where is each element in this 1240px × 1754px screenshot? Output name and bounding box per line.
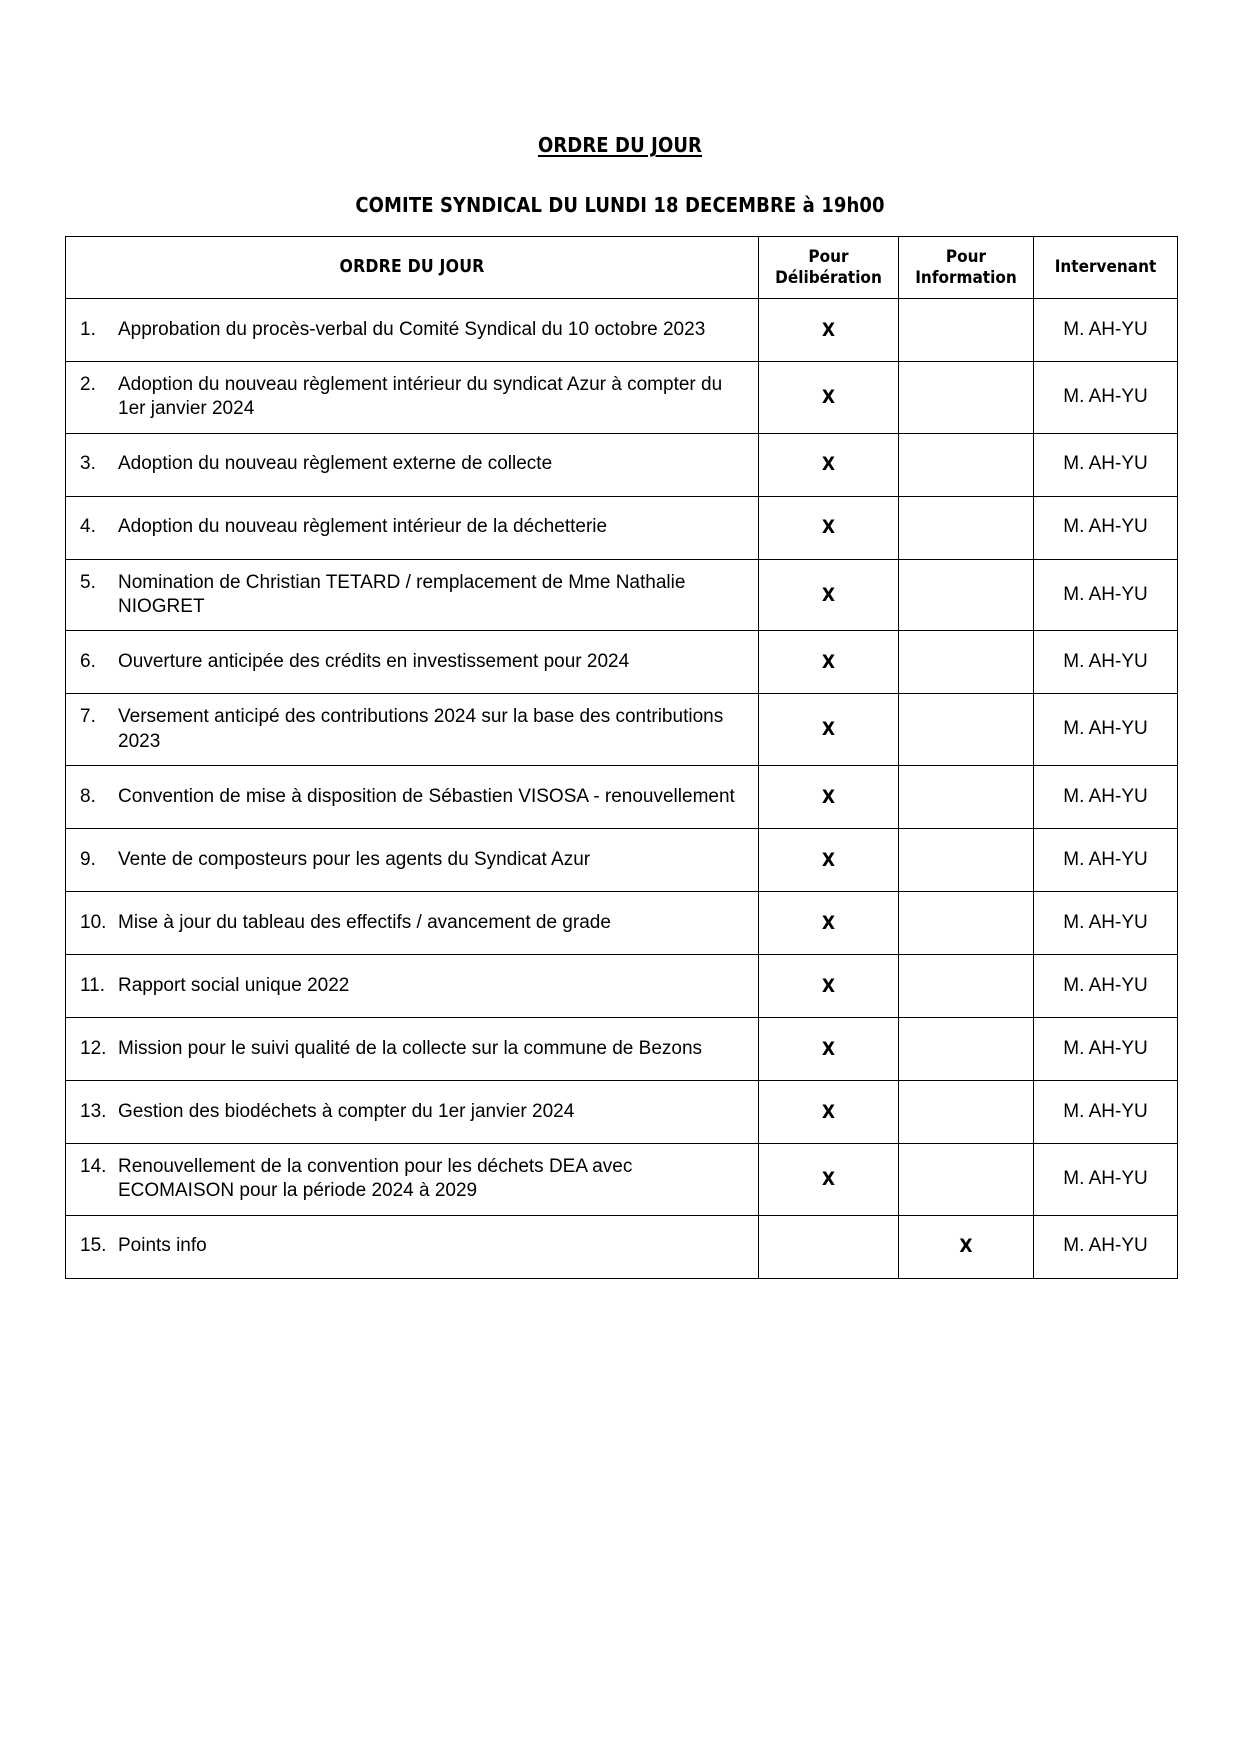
- column-header-information: [899, 237, 1034, 299]
- table-row: [66, 694, 1178, 766]
- information-mark: [899, 1143, 1034, 1215]
- agenda-item: [80, 1155, 748, 1204]
- agenda-item-cell: [66, 1017, 759, 1080]
- agenda-item-cell: [66, 1143, 759, 1215]
- column-header-deliberation-line1: Pour: [808, 246, 849, 267]
- agenda-item: [80, 1100, 748, 1124]
- agenda-item-text: Nomination de Christian TETARD / remplacement de Mme Nathalie NIOGRET: [118, 571, 686, 617]
- agenda-item: [80, 974, 748, 998]
- deliberation-mark: X: [759, 1143, 899, 1215]
- information-mark: [899, 954, 1034, 1017]
- agenda-item: [80, 373, 748, 422]
- agenda-item-number: 9.: [80, 848, 96, 870]
- intervenant-value: M. AH-YU: [1034, 559, 1178, 631]
- agenda-item-number: 10.: [80, 911, 107, 933]
- intervenant-value: M. AH-YU: [1034, 1215, 1178, 1278]
- table-row: [66, 1215, 1178, 1278]
- agenda-item-cell: [66, 559, 759, 631]
- deliberation-mark: X: [759, 891, 899, 954]
- table-row: [66, 299, 1178, 362]
- agenda-item: [80, 705, 748, 754]
- column-header-deliberation-line2: Délibération: [775, 267, 882, 288]
- intervenant-value: M. AH-YU: [1034, 828, 1178, 891]
- information-mark: [899, 1017, 1034, 1080]
- agenda-item-cell: [66, 631, 759, 694]
- intervenant-value: M. AH-YU: [1034, 299, 1178, 362]
- intervenant-value: M. AH-YU: [1034, 1143, 1178, 1215]
- agenda-item-cell: [66, 496, 759, 559]
- agenda-item: [80, 848, 748, 872]
- agenda-item-number: 7.: [80, 706, 96, 728]
- table-row: [66, 765, 1178, 828]
- agenda-item-number: 4.: [80, 516, 96, 538]
- agenda-item-number: 15.: [80, 1235, 107, 1257]
- table-body: [66, 299, 1178, 1279]
- deliberation-mark: X: [759, 559, 899, 631]
- page-subtitle: COMITE SYNDICAL DU LUNDI 18 DECEMBRE à 19h00: [355, 193, 885, 217]
- information-mark: [899, 496, 1034, 559]
- deliberation-mark: X: [759, 299, 899, 362]
- deliberation-mark: X: [759, 694, 899, 766]
- information-mark: [899, 1080, 1034, 1143]
- information-mark: [899, 828, 1034, 891]
- intervenant-value: M. AH-YU: [1034, 694, 1178, 766]
- information-mark: [899, 433, 1034, 496]
- column-header-intervenant: Intervenant: [1034, 237, 1178, 299]
- agenda-item: [80, 1037, 748, 1061]
- agenda-item-number: 11.: [80, 974, 106, 996]
- deliberation-mark: X: [759, 765, 899, 828]
- information-mark: [899, 362, 1034, 434]
- agenda-item-text: Approbation du procès-verbal du Comité Syndical du 10 octobre 2023: [118, 318, 706, 340]
- table-row: [66, 828, 1178, 891]
- table-row: [66, 1143, 1178, 1215]
- table-header-row: [66, 237, 1178, 299]
- table-row: [66, 496, 1178, 559]
- deliberation-mark: X: [759, 1080, 899, 1143]
- agenda-item-text: Versement anticipé des contributions 2024 sur la base des contributions 2023: [118, 706, 724, 752]
- page-title: [0, 134, 1240, 156]
- table-row: [66, 362, 1178, 434]
- agenda-item-text: Rapport social unique 2022: [118, 974, 350, 996]
- agenda-item-number: 2.: [80, 374, 96, 395]
- table-row: [66, 559, 1178, 631]
- agenda-item-cell: [66, 828, 759, 891]
- agenda-item-cell: [66, 362, 759, 434]
- table-row: [66, 1017, 1178, 1080]
- information-mark: [899, 631, 1034, 694]
- information-mark: [899, 559, 1034, 631]
- agenda-item-text: Convention de mise à disposition de Sébastien VISOSA - renouvellement: [118, 785, 735, 807]
- agenda-item-number: 13.: [80, 1100, 107, 1122]
- agenda-item-cell: [66, 954, 759, 1017]
- agenda-item-text: Adoption du nouveau règlement intérieur du syndicat Azur à compter du 1er janvier 2024: [118, 374, 723, 420]
- deliberation-mark: X: [759, 362, 899, 434]
- agenda-item: [80, 515, 748, 539]
- intervenant-value: M. AH-YU: [1034, 954, 1178, 1017]
- column-header-information-line1: Pour: [945, 246, 987, 267]
- intervenant-value: M. AH-YU: [1034, 433, 1178, 496]
- agenda-item: [80, 785, 748, 809]
- agenda-item-cell: [66, 694, 759, 766]
- agenda-item-text: Gestion des biodéchets à compter du 1er janvier 2024: [118, 1100, 575, 1122]
- agenda-item-number: 12.: [80, 1037, 107, 1059]
- deliberation-mark: X: [759, 828, 899, 891]
- agenda-item-number: 1.: [80, 318, 96, 340]
- information-mark: [899, 891, 1034, 954]
- information-mark: [899, 765, 1034, 828]
- agenda-item-text: Adoption du nouveau règlement externe de collecte: [118, 453, 553, 475]
- table-row: [66, 1080, 1178, 1143]
- deliberation-mark: X: [759, 1017, 899, 1080]
- agenda-item-cell: [66, 1215, 759, 1278]
- agenda-item-cell: [66, 433, 759, 496]
- agenda-item: [80, 452, 748, 476]
- table-header: [66, 237, 1178, 299]
- intervenant-value: M. AH-YU: [1034, 362, 1178, 434]
- agenda-item-text: Mise à jour du tableau des effectifs / avancement de grade: [118, 911, 611, 933]
- deliberation-mark: X: [759, 496, 899, 559]
- deliberation-mark: X: [759, 433, 899, 496]
- agenda-item-number: 3.: [80, 453, 96, 475]
- agenda-item: [80, 571, 748, 620]
- column-header-deliberation: [759, 237, 899, 299]
- agenda-item-text: Mission pour le suivi qualité de la collecte sur la commune de Bezons: [118, 1037, 703, 1059]
- deliberation-mark: X: [759, 954, 899, 1017]
- agenda-item-number: 6.: [80, 651, 96, 673]
- agenda-item-text: Ouverture anticipée des crédits en investissement pour 2024: [118, 651, 630, 673]
- agenda-item: [80, 1234, 748, 1258]
- column-header-information-line2: Information: [915, 267, 1017, 288]
- intervenant-value: M. AH-YU: [1034, 1017, 1178, 1080]
- agenda-item: [80, 318, 748, 342]
- agenda-item: [80, 911, 748, 935]
- table-row: [66, 891, 1178, 954]
- deliberation-mark: [759, 1215, 899, 1278]
- agenda-item-cell: [66, 1080, 759, 1143]
- intervenant-value: M. AH-YU: [1034, 631, 1178, 694]
- intervenant-value: M. AH-YU: [1034, 765, 1178, 828]
- deliberation-mark: X: [759, 631, 899, 694]
- agenda-item: [80, 650, 748, 674]
- agenda-item-cell: [66, 299, 759, 362]
- intervenant-value: M. AH-YU: [1034, 891, 1178, 954]
- table-row: [66, 954, 1178, 1017]
- intervenant-value: M. AH-YU: [1034, 1080, 1178, 1143]
- table-row: [66, 631, 1178, 694]
- agenda-item-text: Points info: [118, 1235, 207, 1257]
- agenda-item-cell: [66, 891, 759, 954]
- information-mark: [899, 299, 1034, 362]
- information-mark: [899, 694, 1034, 766]
- agenda-item-text: Renouvellement de la convention pour les déchets DEA avec ECOMAISON pour la période 2024 à 2029: [118, 1155, 633, 1202]
- agenda-table: [65, 236, 1178, 1279]
- agenda-item-number: 14.: [80, 1155, 107, 1177]
- table-row: [66, 433, 1178, 496]
- agenda-item-cell: [66, 765, 759, 828]
- intervenant-value: M. AH-YU: [1034, 496, 1178, 559]
- agenda-item-number: 8.: [80, 785, 96, 807]
- agenda-item-text: Adoption du nouveau règlement intérieur de la déchetterie: [118, 516, 608, 538]
- page-title-text: ORDRE DU JOUR: [537, 133, 703, 157]
- agenda-item-text: Vente de composteurs pour les agents du Syndicat Azur: [118, 848, 591, 870]
- information-mark: X: [899, 1215, 1034, 1278]
- column-header-item: ORDRE DU JOUR: [66, 237, 759, 299]
- agenda-item-number: 5.: [80, 571, 96, 593]
